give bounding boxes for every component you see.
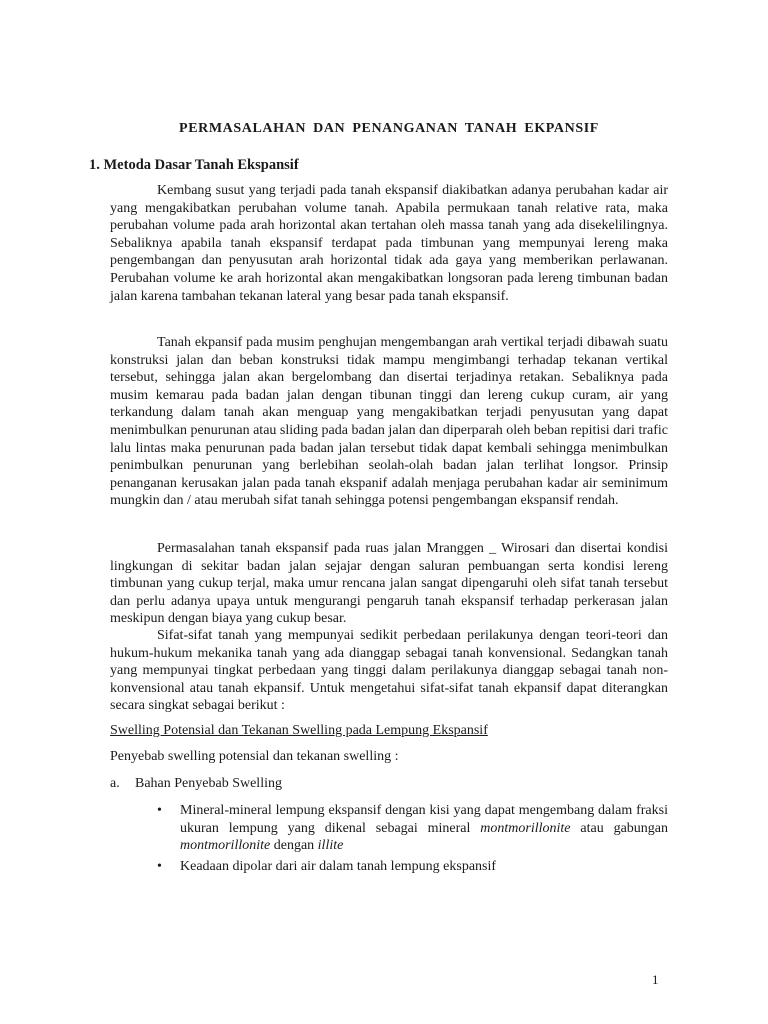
bullet-text-1-part1: Mineral-mineral lempung ekspansif dengan kisi yang dapat mengembang dalam fraksi ukuran lempung yang dikenal sebagai mineral [180, 803, 668, 836]
bullet-icon: • [157, 803, 162, 818]
intro-line: Penyebab swelling potensial dan tekanan swelling : [110, 749, 399, 764]
bullet-text-2: Keadaan dipolar dari air dalam tanah lempung ekspansif [180, 859, 497, 874]
bullet-text-1 [180, 802, 668, 855]
paragraph-3: Permasalahan tanah ekspansif pada ruas jalan Mranggen _ Wirosari dan disertai kondisi lingkungan di sekitar badan jalan sejajar dengan saluran pembuangan serta kondisi lereng timbunan yang cukup terjal, maka umur rencana jalan sangat dipengaruhi oleh sifat tanah tersebut dan perlu adanya upaya untuk mengurangi pengaruh tanah ekspansif terhadap perkerasan jalan meskipun dengan biaya yang cukup besar. [110, 541, 668, 627]
mineral-term-3: illite [317, 838, 344, 854]
bullet-icon: • [157, 859, 162, 874]
mineral-term-2: montmorillonite [180, 838, 271, 854]
section-heading: 1. Metoda Dasar Tanah Ekspansif [89, 157, 299, 173]
page-number: 1 [652, 972, 659, 987]
list-item-a-label: Bahan Penyebab Swelling [135, 776, 282, 791]
bullet-item-1 [157, 802, 668, 855]
bullet-item-2 [157, 858, 668, 876]
paragraph-1: Kembang susut yang terjadi pada tanah ekspansif diakibatkan adanya perubahan kadar air yang mengakibatkan perubahan volume tanah. Apabila permukaan tanah relative rata, maka perubahan volume pada arah horizontal akan tertahan oleh massa tanah yang ada disekelilingnya. Sebaliknya apabila tanah ekspansif terdapat pada timbunan yang mempunyai lereng maka pengembangan dan penyusutan arah horizontal tidak ada gaya yang memberikan perlawanan. Perubahan volume ke arah horizontal akan mengakibatkan longsoran pada lereng timbunan badan jalan karena tambahan tekanan lateral yang besar pada tanah ekspansif. [110, 183, 668, 304]
bullet-text-1-part3: dengan [270, 838, 318, 854]
bullet-text-1-part2: atau gabungan [570, 820, 669, 836]
paragraph-4: Sifat-sifat tanah yang mempunyai sedikit perbedaan perilakunya dengan teori-teori dan hukum-hukum mekanika tanah yang ada dianggap sebagai tanah konvensional. Sedangkan tanah yang mempunyai tingkat perbedaan yang tinggi dalam perilakunya dianggap sebagai tanah non-konvensional atau tanah ekpansif. Untuk mengetahui sifat-sifat tanah ekpansif dapat diterangkan secara singkat sebagai berikut : [110, 628, 668, 714]
list-item-a [110, 776, 282, 792]
list-item-a-letter: a. [110, 776, 120, 791]
mineral-term-1: montmorillonite [480, 820, 571, 836]
subheading-swelling: Swelling Potensial dan Tekanan Swelling pada Lempung Ekspansif [110, 723, 488, 738]
paragraph-2: Tanah ekpansif pada musim penghujan mengembangan arah vertikal terjadi dibawah suatu konstruksi jalan dan beban konstruksi tidak mampu mengimbangi terhadap tekanan vertikal tersebut, sehingga jalan akan bergelombang dan disertai terjadinya retakan. Sebaliknya pada musim kemarau pada badan jalan dengan tibunan tinggi dan lereng cukup curam, air yang terkandung dalam tanah akan menguap yang mengakibatkan terjadi penyusutan yang dapat menimbulkan penurunan atau sliding pada badan jalan dan diperparah oleh beban repitisi dari trafic lalu lintas maka penurunan pada badan jalan tersebut tidak dapat kembali sehingga menimbulkan penimbulkan penurunan yang berlebihan seolah-olah badan jalan terlihat longsor. Prinsip penanganan kerusakan jalan pada tanah ekspanif adalah menjaga perubahan kadar air seminimum mungkin dan / atau merubah sifat tanah sehingga potensi pengembangan ekspansif rendah. [110, 335, 668, 509]
document-title: PERMASALAHAN DAN PENANGANAN TANAH EKPANSIF [179, 121, 599, 136]
